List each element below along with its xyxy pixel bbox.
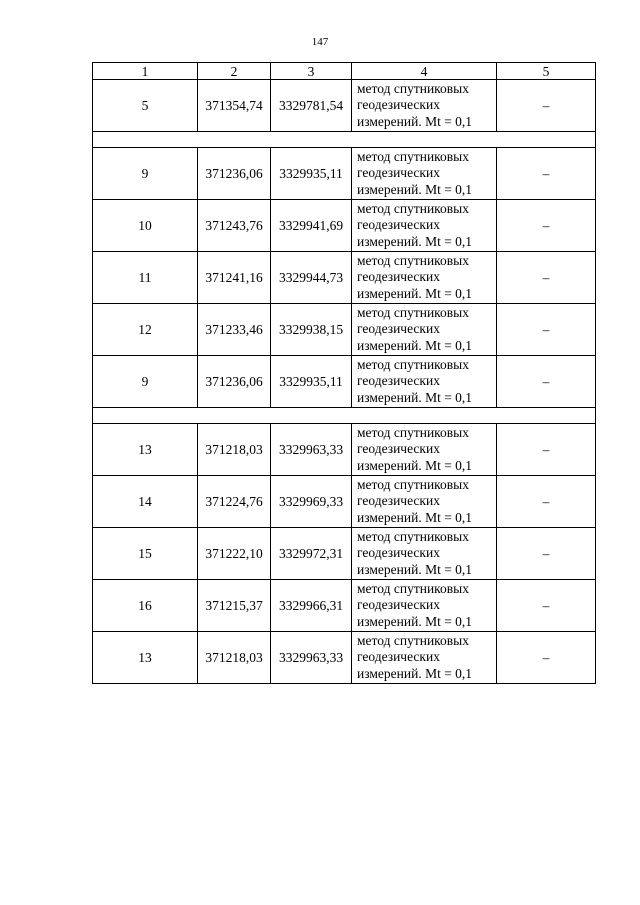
x-coordinate-cell: 371241,16 — [198, 252, 271, 304]
point-number-cell: 15 — [93, 528, 198, 580]
table-row — [93, 148, 596, 200]
col5-cell: – — [497, 356, 596, 408]
table-row — [93, 304, 596, 356]
group-separator-cell — [93, 132, 596, 148]
y-coordinate-cell: 3329963,33 — [271, 424, 352, 476]
point-number-cell: 16 — [93, 580, 198, 632]
y-coordinate-cell: 3329941,69 — [271, 200, 352, 252]
point-number-cell: 13 — [93, 632, 198, 684]
x-coordinate-cell: 371222,10 — [198, 528, 271, 580]
col5-cell: – — [497, 200, 596, 252]
point-number-cell: 13 — [93, 424, 198, 476]
y-coordinate-cell: 3329966,31 — [271, 580, 352, 632]
group-separator-row — [93, 408, 596, 424]
point-number-cell: 14 — [93, 476, 198, 528]
method-cell: метод спутниковых геодезических измерений. Mt = 0,1 — [352, 580, 497, 632]
coordinates-table — [92, 62, 596, 684]
x-coordinate-cell: 371233,46 — [198, 304, 271, 356]
col5-cell: – — [497, 252, 596, 304]
col5-cell: – — [497, 80, 596, 132]
y-coordinate-cell: 3329969,33 — [271, 476, 352, 528]
table-row — [93, 580, 596, 632]
method-cell: метод спутниковых геодезических измерений. Mt = 0,1 — [352, 304, 497, 356]
col5-cell: – — [497, 632, 596, 684]
group-separator-cell — [93, 408, 596, 424]
x-coordinate-cell: 371218,03 — [198, 424, 271, 476]
method-cell: метод спутниковых геодезических измерений. Mt = 0,1 — [352, 476, 497, 528]
method-cell: метод спутниковых геодезических измерений. Mt = 0,1 — [352, 80, 497, 132]
page-number: 147 — [311, 36, 329, 48]
header-col-3: 3 — [271, 63, 352, 80]
header-col-5: 5 — [497, 63, 596, 80]
point-number-cell: 5 — [93, 80, 198, 132]
y-coordinate-cell: 3329963,33 — [271, 632, 352, 684]
col5-cell: – — [497, 580, 596, 632]
group-separator-row — [93, 132, 596, 148]
col5-cell: – — [497, 528, 596, 580]
header-col-2: 2 — [198, 63, 271, 80]
x-coordinate-cell: 371236,06 — [198, 356, 271, 408]
x-coordinate-cell: 371354,74 — [198, 80, 271, 132]
method-cell: метод спутниковых геодезических измерений. Mt = 0,1 — [352, 528, 497, 580]
table-row — [93, 356, 596, 408]
y-coordinate-cell: 3329935,11 — [271, 148, 352, 200]
table-row — [93, 80, 596, 132]
x-coordinate-cell: 371224,76 — [198, 476, 271, 528]
y-coordinate-cell: 3329972,31 — [271, 528, 352, 580]
point-number-cell: 12 — [93, 304, 198, 356]
table-body — [93, 80, 596, 684]
col5-cell: – — [497, 476, 596, 528]
table-row — [93, 476, 596, 528]
method-cell: метод спутниковых геодезических измерений. Mt = 0,1 — [352, 356, 497, 408]
method-cell: метод спутниковых геодезических измерений. Mt = 0,1 — [352, 632, 497, 684]
table-row — [93, 632, 596, 684]
col5-cell: – — [497, 304, 596, 356]
x-coordinate-cell: 371218,03 — [198, 632, 271, 684]
col5-cell: – — [497, 148, 596, 200]
y-coordinate-cell: 3329935,11 — [271, 356, 352, 408]
header-col-4: 4 — [352, 63, 497, 80]
table-row — [93, 200, 596, 252]
method-cell: метод спутниковых геодезических измерений. Mt = 0,1 — [352, 424, 497, 476]
table-row — [93, 528, 596, 580]
point-number-cell: 9 — [93, 356, 198, 408]
table-row — [93, 424, 596, 476]
table-row — [93, 252, 596, 304]
y-coordinate-cell: 3329938,15 — [271, 304, 352, 356]
header-col-1: 1 — [93, 63, 198, 80]
x-coordinate-cell: 371236,06 — [198, 148, 271, 200]
col5-cell: – — [497, 424, 596, 476]
x-coordinate-cell: 371215,37 — [198, 580, 271, 632]
point-number-cell: 9 — [93, 148, 198, 200]
x-coordinate-cell: 371243,76 — [198, 200, 271, 252]
y-coordinate-cell: 3329781,54 — [271, 80, 352, 132]
method-cell: метод спутниковых геодезических измерений. Mt = 0,1 — [352, 200, 497, 252]
point-number-cell: 11 — [93, 252, 198, 304]
point-number-cell: 10 — [93, 200, 198, 252]
header-row — [93, 63, 596, 80]
y-coordinate-cell: 3329944,73 — [271, 252, 352, 304]
method-cell: метод спутниковых геодезических измерений. Mt = 0,1 — [352, 148, 497, 200]
method-cell: метод спутниковых геодезических измерений. Mt = 0,1 — [352, 252, 497, 304]
